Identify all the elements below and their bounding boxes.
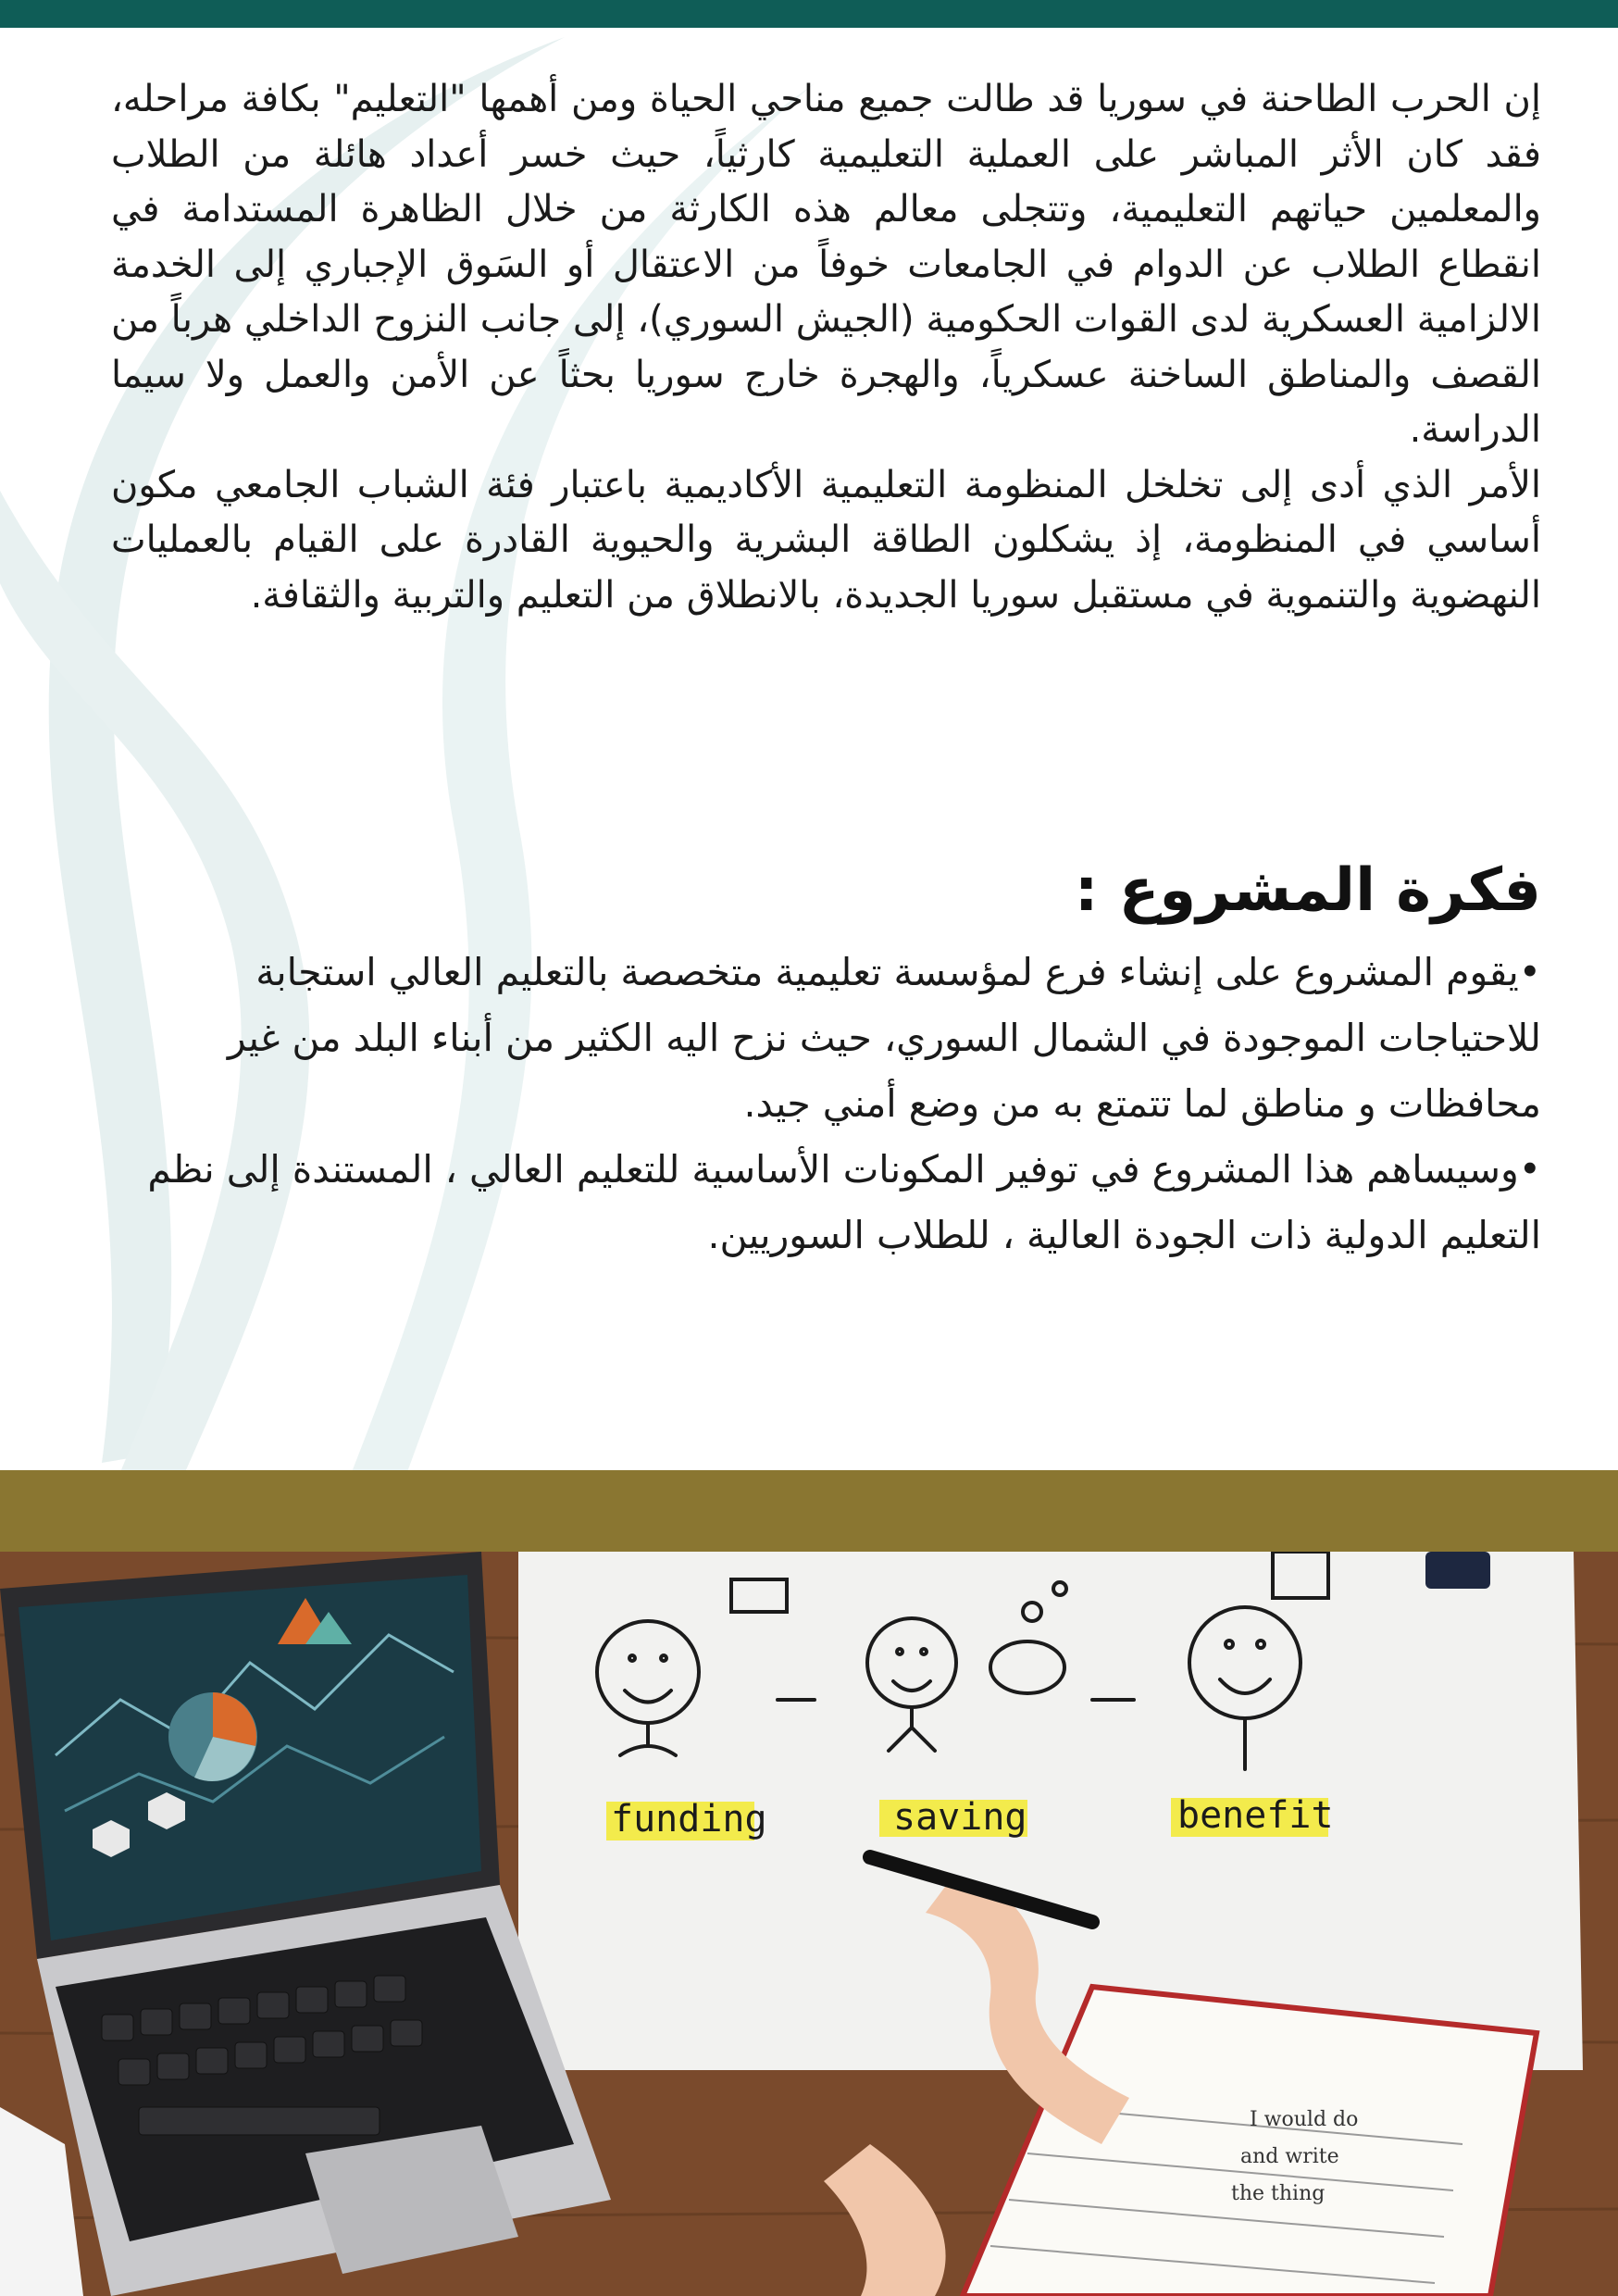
intro-paragraph-2: الأمر الذي أدى إلى تخلخل المنظومة التعليمية الأكاديمية باعتبار فئة الشباب الجامعي مكون أساسي في المنظومة، إذ يشكلون الطاقة البشرية والحيوية القادرة على القيام بالعمليات النهضوية والتنموية في مستقبل سوريا الجديدة، بالانطلاق من التعليم والتربية والثقافة. (111, 463, 1541, 617)
notebook-line: the thing (1231, 2182, 1326, 2205)
funding-label: funding (611, 1798, 767, 1841)
project-idea-heading: فكرة المشروع : (1074, 856, 1541, 925)
intro-text (111, 72, 1541, 623)
intro-paragraph-1: إن الحرب الطاحنة في سوريا قد طالت جميع مناحي الحياة ومن أهمها "التعليم" بكافة مراحله، فقد كان الأثر المباشر على العملية التعليمية كارثياً، حيث خسر أعداد هائلة من الطلاب والمعلمين حياتهم التعليمية، وتتجلى معالم هذه الكارثة من خلال الظاهرة المستدامة في انقطاع الطلاب عن الدوام في الجامعات خوفاً من الاعتقال أو السَوق الإجباري إلى الخدمة الالزامية العسكرية لدى القوات الحكومية (الجيش السوري)، إلى جانب النزوح الداخلي هرباً من القصف والمناطق الساخنة عسكرياً، والهجرة خارج سوريا بحثاً عن الأمن والعمل ولا سيما الدراسة. (111, 78, 1541, 451)
bullet-item: •يقوم المشروع على إنشاء فرع لمؤسسة تعليمية متخصصة بالتعليم العالي استجابة للاحتياجات الموجودة في الشمال السوري، حيث نزح اليه الكثير من أبناء البلد من غير محافظات و مناطق لما تتمتع به من وضع أمني جيد. (227, 950, 1541, 1126)
project-bullets (139, 940, 1541, 1268)
notebook-line: and write (1240, 2145, 1339, 2168)
business-planning-photo (0, 1552, 1618, 2296)
bullet-item: •وسيساهم هذا المشروع في توفير المكونات الأساسية للتعليم العالي ، المستندة إلى نظم التعليم الدولية ذات الجودة العالية ، للطلاب السوريين. (147, 1147, 1541, 1257)
benefit-label: benefit (1177, 1794, 1334, 1837)
top-teal-bar (0, 0, 1618, 28)
gold-divider-band (0, 1470, 1618, 1552)
notebook-line: I would do (1250, 2108, 1359, 2131)
saving-label: saving (893, 1796, 1027, 1839)
